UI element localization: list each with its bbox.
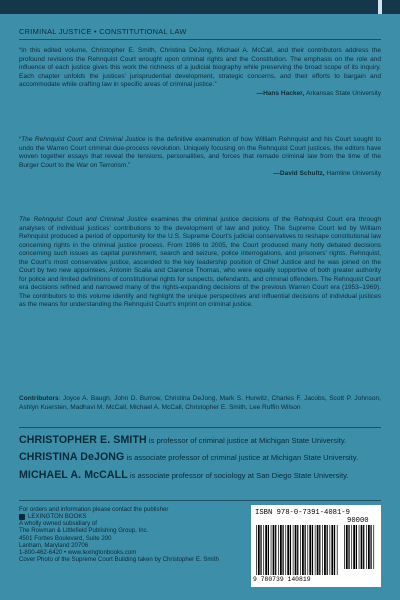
author-name: CHRISTINA DeJONG: [19, 451, 125, 463]
review-quote-1: [19, 47, 381, 98]
price-barcode: [343, 525, 375, 575]
isbn-barcode: [255, 525, 339, 575]
author-bio-text: is associate professor of sociology at San Diego State University.: [127, 471, 349, 480]
quote1-attribution: [19, 90, 381, 99]
publisher-logo-icon: [19, 514, 25, 520]
series-label: CRIMINAL JUSTICE • CONSTITUTIONAL LAW: [19, 27, 187, 36]
footer-address-street: 4501 Forbes Boulevard, Suite 200: [19, 534, 112, 542]
footer-phone-web[interactable]: 1-800-462-6420 • www.lexingtonbooks.com: [19, 548, 137, 556]
review-quote-2: [19, 136, 381, 179]
price-code-text: 90000: [347, 517, 369, 525]
quote2-book-title: The Rehnquist Court and Criminal Justice: [21, 136, 146, 143]
contributors-names: : Joyce A. Baugh, John D. Burrow, Christina DeJong, Mark S. Hurwitz, Charles F. Jacobs, Scott P. Johnson, Ashlyn Kuersten, Madhavi M. McCall, Michael A. McCall, Christopher E. Smith, Lee Ruffin Wilson: [19, 395, 381, 411]
divider-middle: [19, 427, 381, 428]
contributors-list: [19, 395, 381, 412]
quote2-affiliation: Hamline University: [326, 170, 381, 178]
barcode-number: 9 780739 140819: [253, 576, 311, 583]
footer-subsidiary-line: A wholly owned subsidiary of: [19, 520, 97, 528]
author-name: CHRISTOPHER E. SMITH: [19, 434, 147, 446]
author-bio-mccall: [19, 469, 381, 481]
description-text: examines the criminal justice decisions of the Rehnquist Court era through analyses of individual justices’ contributions to the development of law and policy. The Supreme Court led by William Rehnquist produced a period of opportunity for the U.S. Supreme Court’s judicial conservatives to reshape constitutional law concerning rights in the criminal justice process. From 1986 to 2005, the Court produced many hotly debated decisions concerning such issues as capital punishment, search and seizure, police interrogations, and prisoners’ rights. Rehnquist, the Court’s most conservative justice, ascended to the key leadership position of Chief Justice and he was joined on the Court by two new appointees, Antonin Scalia and Clarence Thomas, who were equally supportive of both greater authority for police and limited definitions of constitutional rights for suspects, defendants, and criminal offenders. The Rehnquist Court era decisions refined and narrowed many of the rights-expanding decisions of the previous Warren Court era (1953–1969). The contributors to this volume identify and highlight the unique perspectives and influential decisions of individual justices as the means for understanding the Rehnquist Court’s imprint on criminal justice.: [19, 216, 382, 309]
book-description: [19, 216, 381, 310]
quote2-open-quote: “: [19, 136, 22, 143]
footer-contact-line: For orders and information please contact the publisher: [19, 506, 169, 513]
quote1-affiliation: Arkansas State University: [306, 89, 381, 97]
quote1-text: “In this edited volume, Christopher E. Smith, Christina DeJong, Michael A. McCall, and their contributors address the profound revisions the Rehnquist Court wrought upon criminal rights and the Constitution. The emphasis on the role and influence of each justice gives this work the richness of a judicial biography while preserving the broad scope of its inquiry. Each chapter unfolds the justices’ jurisprudential development, strategic concerns, and their efforts to bargain and accommodate while crafting law in specific areas of criminal justice.”: [19, 47, 381, 89]
footer-photo-credit: Cover Photo of the Supreme Court Building taken by Christopher E. Smith: [19, 556, 219, 564]
top-color-bar: [0, 0, 400, 14]
author-bio-text: is associate professor of criminal justice at Michigan State University.: [124, 453, 359, 462]
barcode-block: [251, 505, 381, 587]
publisher-row: [19, 513, 269, 520]
footer-address-city: Lanham, Maryland 20706: [19, 541, 89, 549]
divider-top: [19, 39, 381, 40]
description-book-title: The Rehnquist Court and Criminal Justice: [19, 216, 148, 223]
author-bio-text: is professor of criminal justice at Michigan State University.: [146, 436, 347, 445]
quote2-attribution: [19, 170, 381, 179]
isbn-text: ISBN 978-0-7391-4081-9: [255, 509, 350, 517]
contributors-label: Contributors: [19, 395, 59, 402]
quote1-name: —Hans Hacker,: [256, 89, 305, 97]
quote2-text: is the definitive examination of how William Rehnquist and his Court sought to undo the Warren Court criminal due-process revolution. Uniquely focusing on the Rehnquist Court justices, the editors have woven together essays that reveal the tensions, personalities, and forces that remade criminal law from the time of the Burger Court to the War on Terrorism.”: [19, 136, 382, 169]
quote2-name: —David Schultz,: [273, 170, 325, 178]
author-bio-smith: [19, 434, 381, 446]
author-name: MICHAEL A. McCALL: [19, 469, 128, 481]
footer-parent-company: The Rowman & Littlefield Publishing Group, Inc.: [19, 527, 149, 535]
top-bar-edge: [378, 0, 382, 14]
publisher-name: LEXINGTON BOOKS: [28, 513, 87, 521]
divider-bottom: [19, 500, 381, 501]
author-bio-dejong: [19, 451, 381, 463]
publisher-info: [19, 506, 269, 563]
